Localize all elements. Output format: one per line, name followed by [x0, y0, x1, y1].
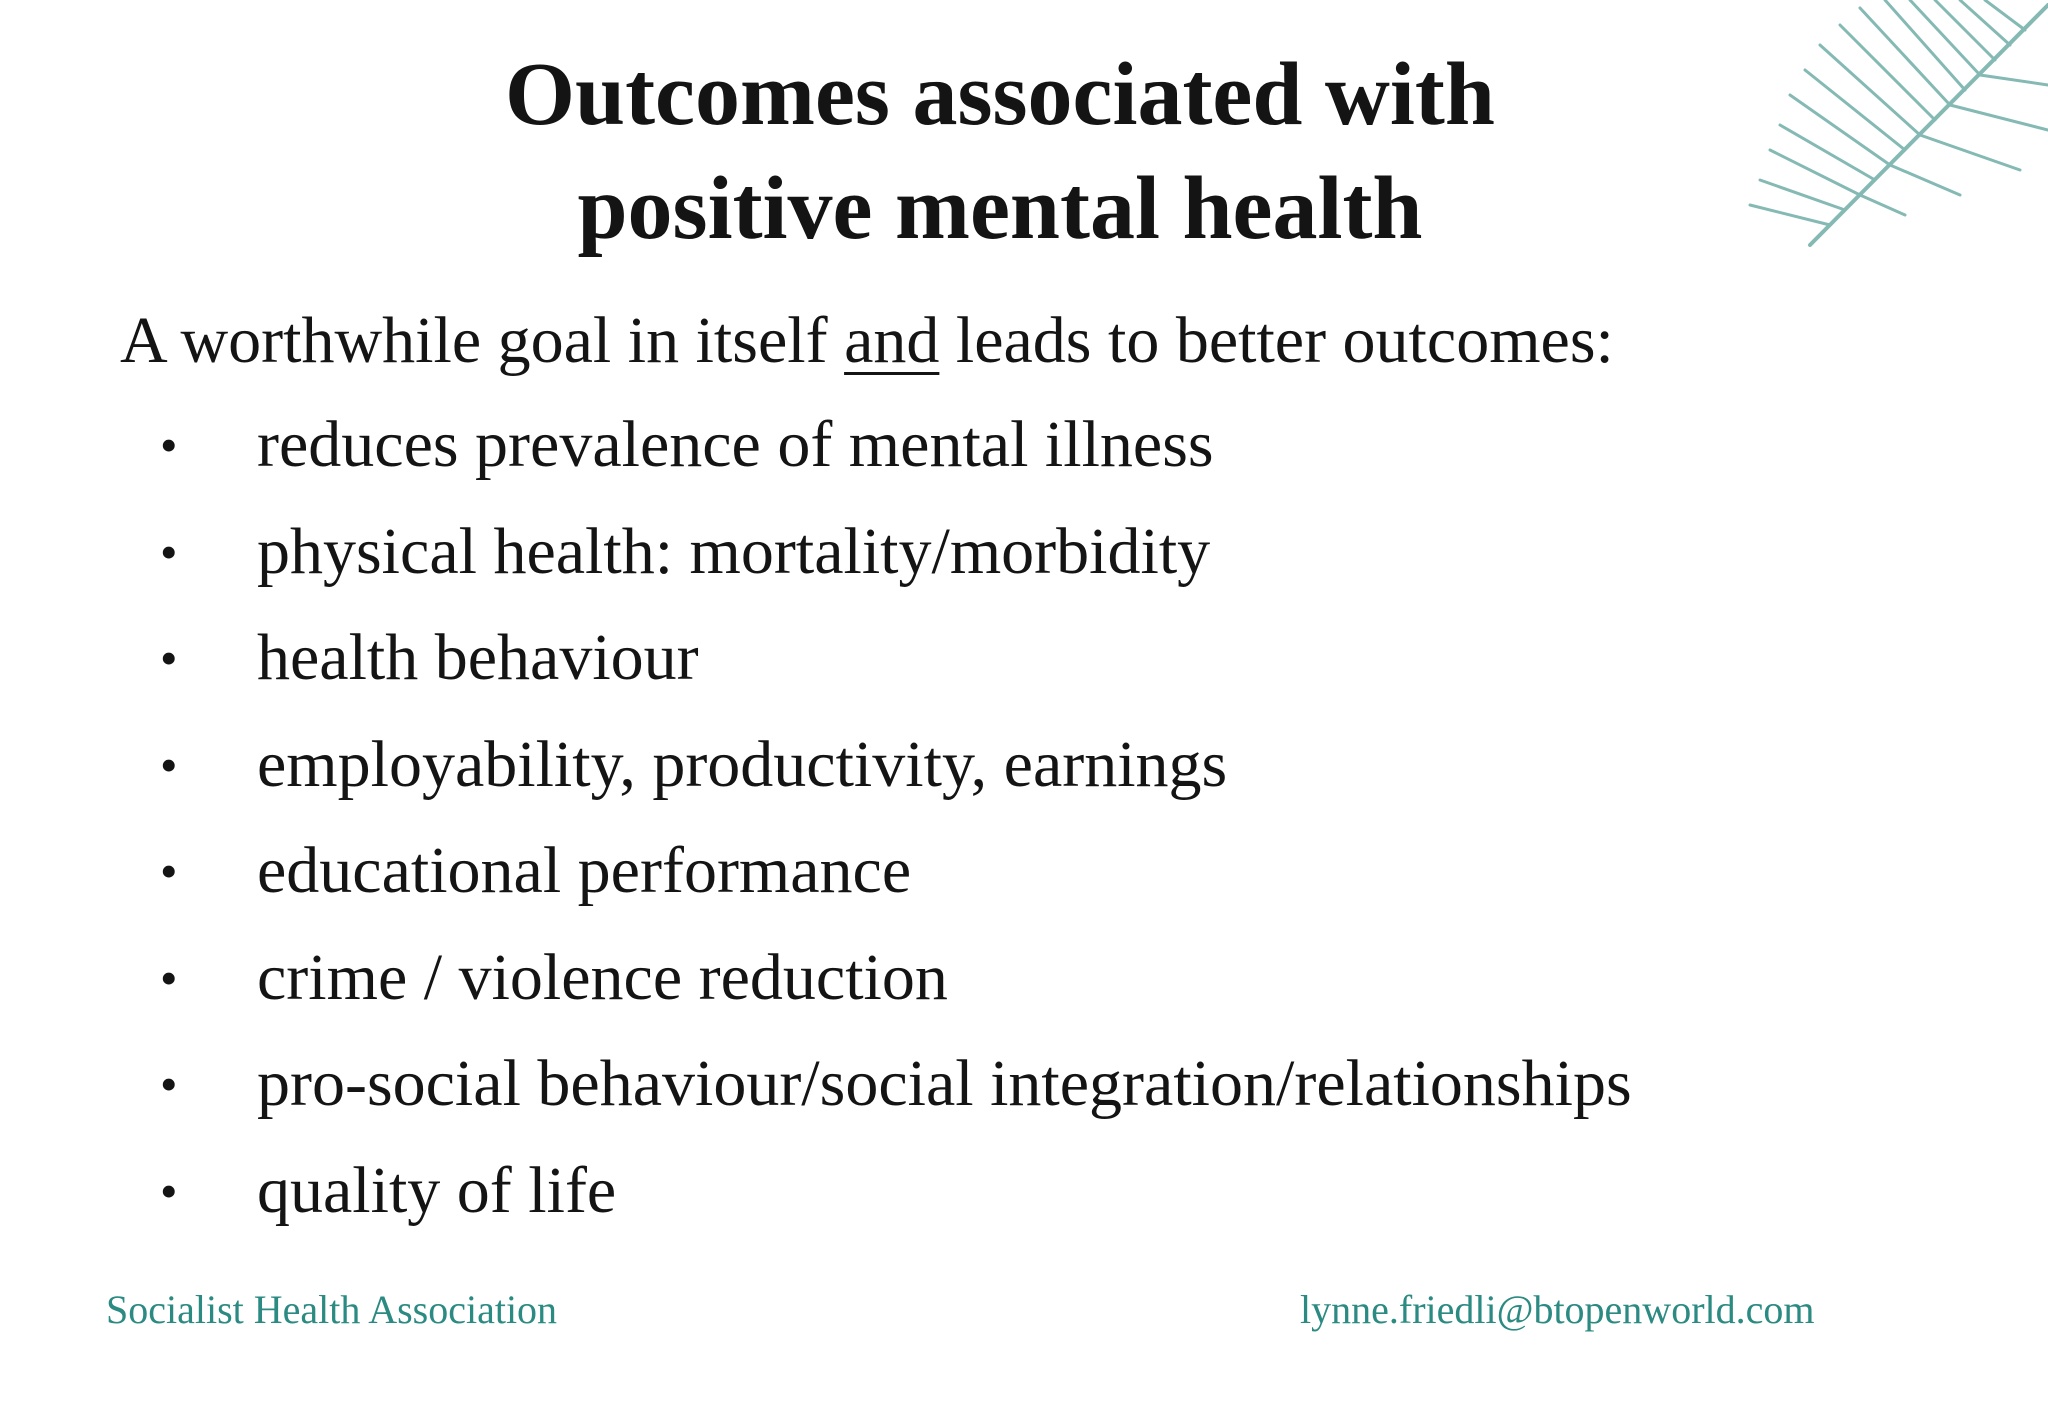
lead-text-after: leads to better outcomes: [939, 304, 1614, 377]
footer-email: lynne.friedli@btopenworld.com [1300, 1287, 1815, 1332]
bullet-icon: • [160, 1162, 178, 1219]
bullet-icon: • [160, 523, 178, 580]
lead-text-before: A worthwhile goal in itself [120, 304, 845, 377]
list-item-text: reduces prevalence of mental illness [257, 408, 1214, 481]
list-item-text: quality of life [257, 1153, 617, 1227]
list-item-text: health behaviour [257, 621, 699, 694]
footer-organization: Socialist Health Association [106, 1287, 558, 1332]
bullet-icon: • [160, 1056, 178, 1112]
list-item-text: physical health: mortality/morbidity [257, 514, 1211, 588]
lead-sentence [120, 296, 1614, 386]
list-item-text: pro-social behaviour/social integration/relationships [257, 1047, 1632, 1120]
list-item-text: educational performance [257, 834, 912, 907]
bullet-icon: • [160, 630, 178, 686]
list-item-text: employability, productivity, earnings [257, 727, 1228, 801]
bullet-icon: • [160, 417, 178, 473]
bullet-icon: • [160, 843, 178, 899]
title-line-1: Outcomes associated with [505, 45, 1495, 144]
title-line-2: positive mental health [577, 159, 1423, 258]
lead-underlined-word: and [844, 304, 940, 377]
list-item-text: crime / violence reduction [257, 940, 948, 1014]
bullet-icon: • [160, 736, 178, 793]
bullet-icon: • [160, 949, 178, 1006]
slide-title [0, 38, 2000, 266]
